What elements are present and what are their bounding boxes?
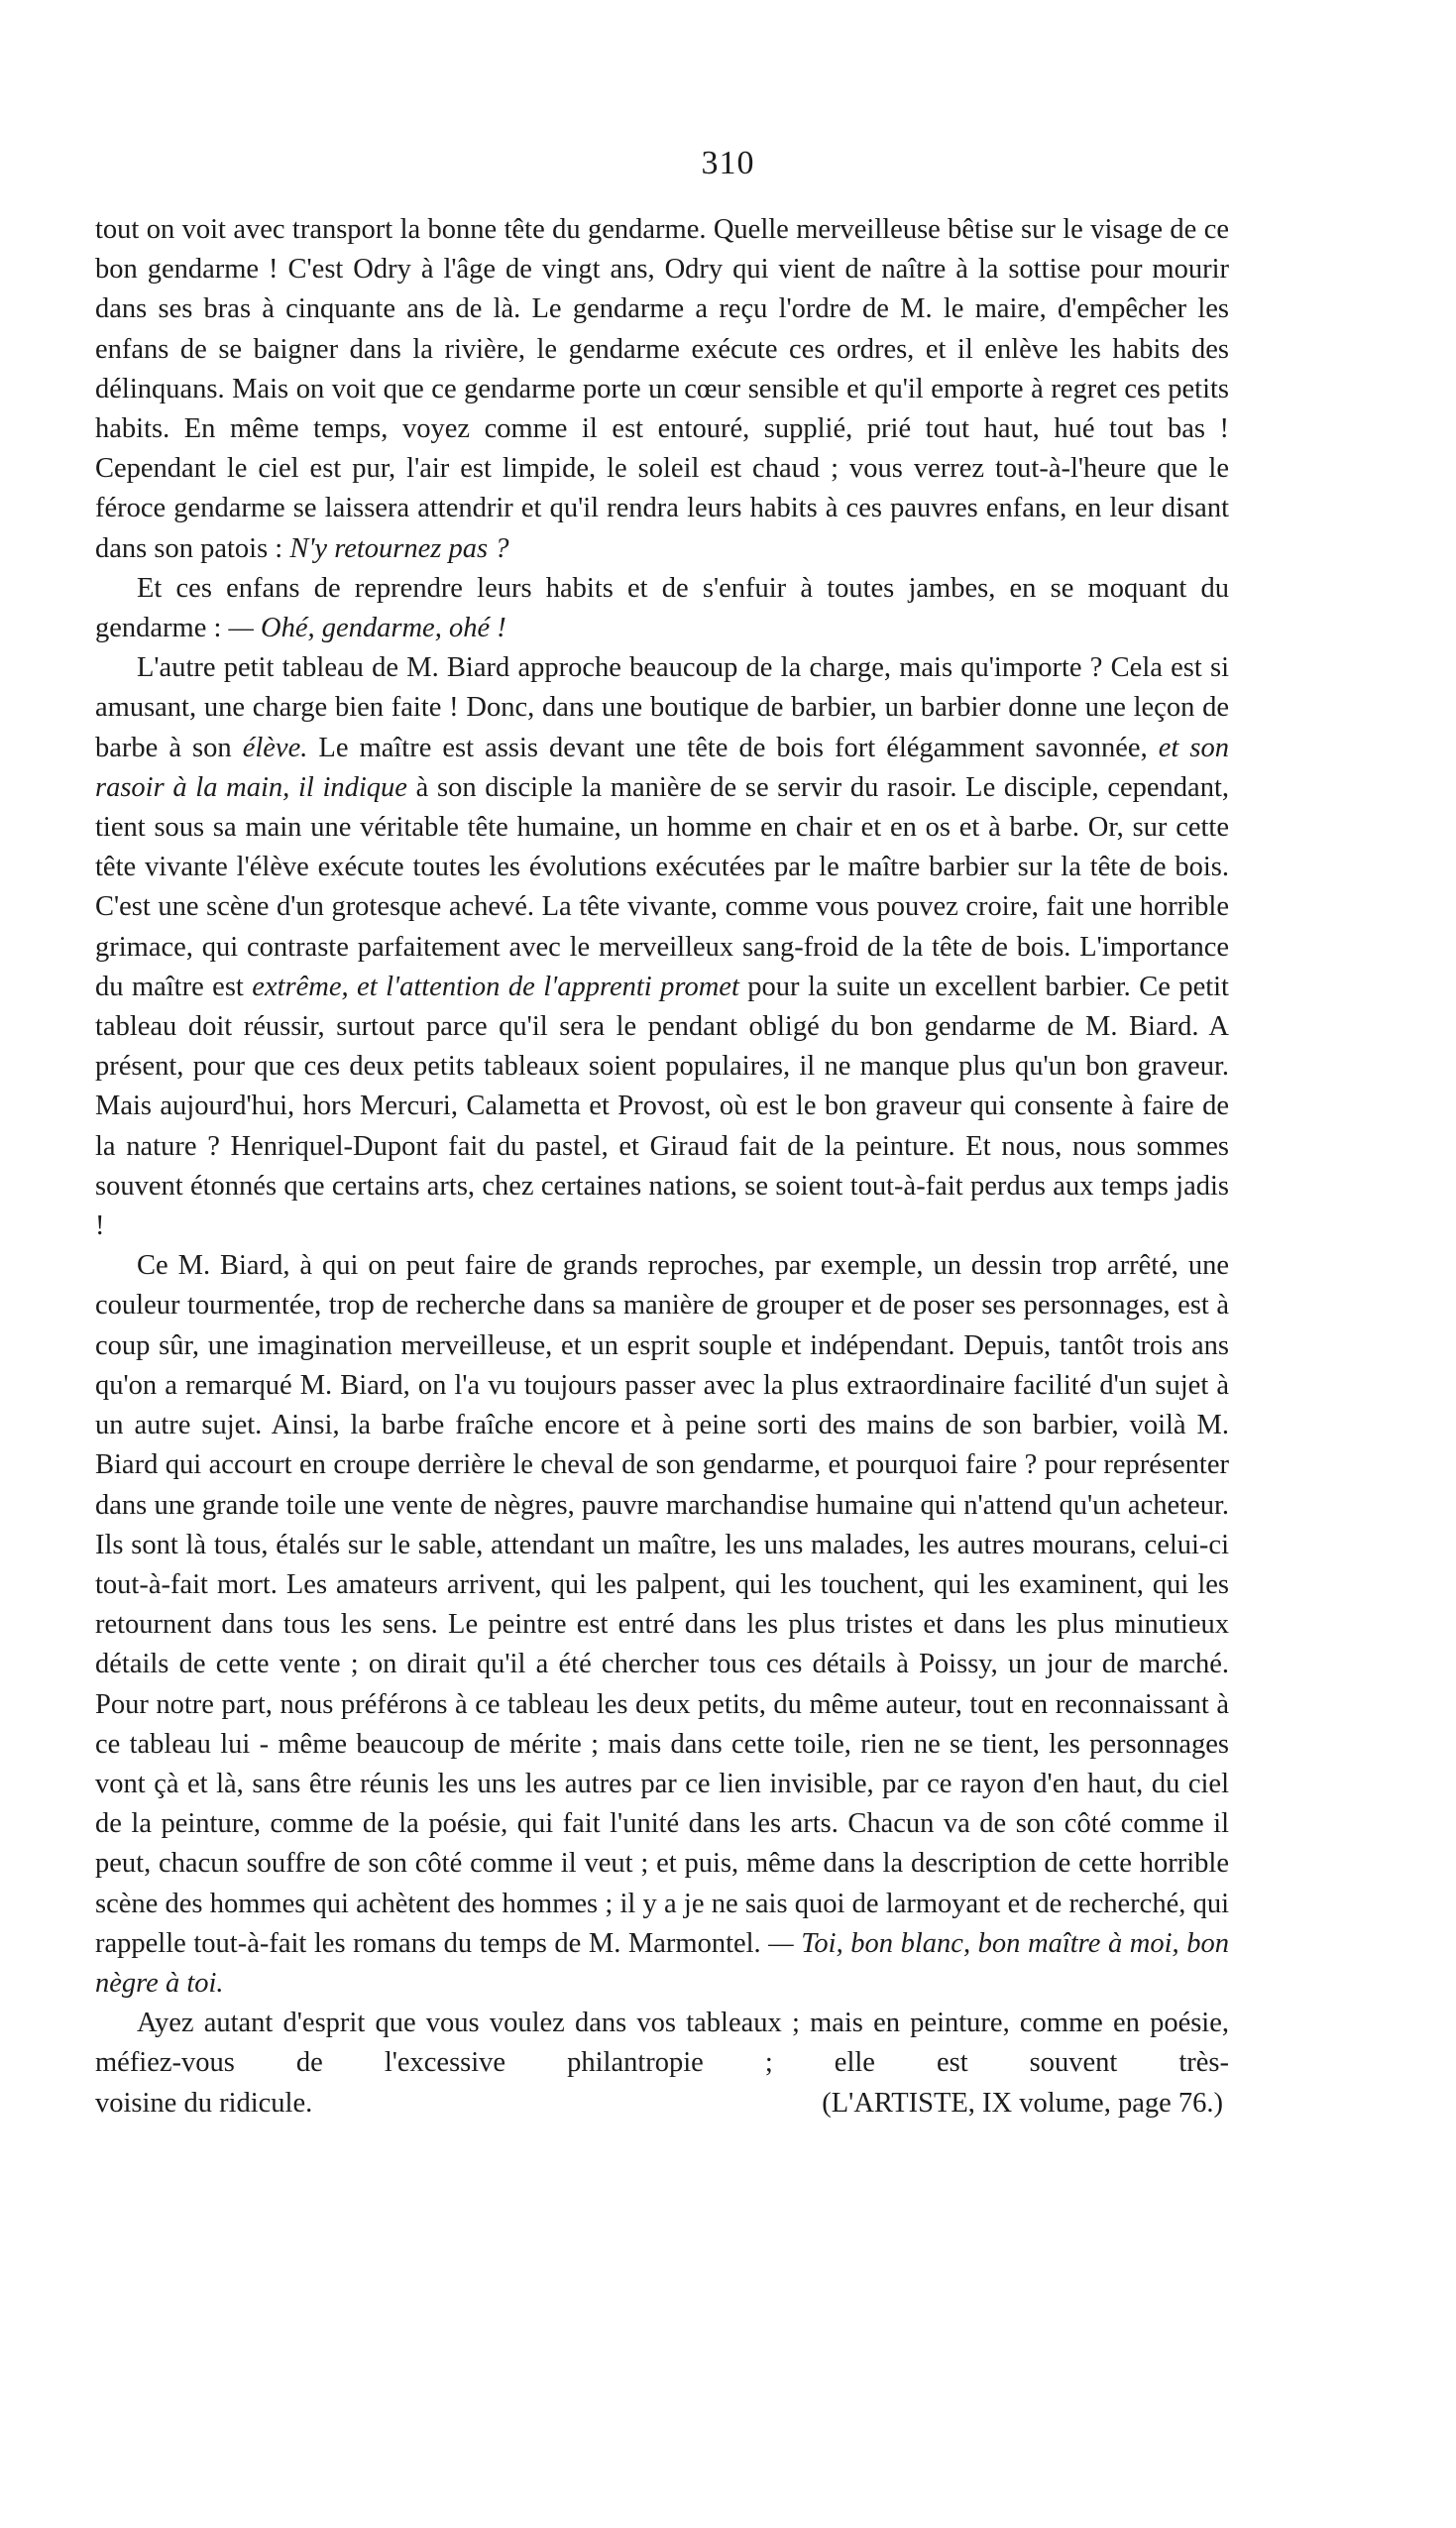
paragraph-text: pour la suite un excellent barbier. Ce petit tableau doit réussir, surtout parce qu'il sera le pendant obligé du bon gendarme de M. Biard. A présent, pour que ces deux petits tableaux soient populaires, il ne manque plus qu'un bon graveur. Mais aujourd'hui, hors Mercuri, Calametta et Provost, où est le bon graveur qui consente à faire de la nature ? Henriquel-Dupont fait du pastel, et Giraud fait de la peinture. Et nous, nous sommes souvent étonnés que certains arts, chez certaines nations, se soient tout-à-fait perdus aux temps jadis ! <box>95 971 1229 1242</box>
paragraph-text: Ce M. Biard, à qui on peut faire de grands reproches, par exemple, un dessin trop arrêté, une couleur tourmentée, trop de recherche dans sa manière de grouper et de poser ses personnages, est à coup sûr, une imagination merveilleuse, et un esprit souple et indépendant. Depuis, tantôt trois ans qu'on a remarqué M. Biard, on l'a vu toujours passer avec la plus extraordinaire facilité d'un sujet à un autre sujet. Ainsi, la barbe fraîche encore et à peine sorti des mains de son barbier, voilà M. Biard qui accourt en croupe derrière le cheval de son gendarme, et pourquoi faire ? pour représenter dans une grande toile une vente de nègres, pauvre marchandise humaine qui n'attend qu'un acheteur. Ils sont là tous, étalés sur le sable, attendant un maître, les uns malades, les autres mourans, celui-ci tout-à-fait mort. Les amateurs arrivent, qui les palpent, qui les touchent, qui les examinent, qui les retournent dans tous les sens. Le peintre est entré dans les plus tristes et dans les plus minutieux détails de cette vente ; on dirait qu'il a été chercher tous ces détails à Poissy, un jour de marché. Pour notre part, nous préférons à ce tableau les deux petits, du même auteur, tout en reconnaissant à ce tableau lui - même beaucoup de mérite ; mais dans cette toile, rien ne se tient, les personnages vont çà et là, sans être réunis les uns les autres par ce lien invisible, par ce rayon d'en haut, du ciel de la peinture, comme de la poésie, qui fait l'unité dans les arts. Chacun va de son côté comme il peut, chacun souffre de son côté comme il veut ; et puis, même dans la description de cette horrible scène des hommes qui achètent des hommes ; il y a je ne sais quoi de larmoyant et de recherché, qui rappelle tout-à-fait les romans du temps de M. Marmontel. <box>95 1250 1229 1959</box>
paragraph-biard <box>95 1246 1229 2004</box>
paragraph-barbier <box>95 648 1229 1246</box>
closing-line <box>95 2084 1229 2124</box>
article-body <box>95 210 1229 2124</box>
paragraph-text: tout on voit avec transport la bonne tête du gendarme. Quelle merveilleuse bêtise sur le visage de ce bon gendarme ! C'est Odry à l'âge de vingt ans, Odry qui vient de naître à la sottise pour mourir dans ses bras à cinquante ans de là. Le gendarme a reçu l'ordre de M. le maire, d'empêcher les enfans de se baigner dans la rivière, le gendarme exécute ces ordres, et il enlève les habits des délinquans. Mais on voit que ce gendarme porte un cœur sensible et qu'il emporte à regret ces petits habits. En même temps, voyez comme il est entouré, supplié, prié tout haut, hué tout bas ! Cependant le ciel est pur, l'air est limpide, le soleil est chaud ; vous verrez tout-à-l'heure que le féroce gendarme se laissera attendrir et qu'il rendra leurs habits à ces pauvres enfans, en leur disant dans son patois : <box>95 214 1229 564</box>
paragraph-text: Et ces enfans de reprendre leurs habits et de s'enfuir à toutes jambes, en se moquant du gendarme : <box>95 572 1229 644</box>
source-citation: (L'ARTISTE, IX volume, page 76.) <box>822 2087 1223 2119</box>
paragraph-text: L'autre petit tableau de M. Biard approche beaucoup de la charge, mais qu'importe ? Cela est si amusant, une charge bien faite ! Donc, dans une boutique de barbier, un barbier donne une leçon de barbe à son <box>95 652 1229 763</box>
paragraph-enfans <box>95 569 1229 648</box>
paragraph-text: Ayez autant d'esprit que vous voulez dans vos tableaux ; mais en peinture, comme en poésie, méfiez-vous de l'excessive philantropie ; elle est souvent très- <box>95 2008 1229 2079</box>
paragraph-text: à son disciple la manière de se servir du rasoir. Le disciple, cependant, tient sous sa main une véritable tête humaine, un homme en chair et en os et à barbe. Or, sur cette tête vivante l'élève exécute toutes les évolutions exécutées par le maître barbier sur la tête de bois. C'est une scène d'un grotesque achevé. La tête vivante, comme vous pouvez croire, fait une horrible grimace, qui contraste parfaitement avec le merveilleux sang-froid de la tête de bois. L'importance du maître est <box>95 771 1229 1002</box>
paragraph-italic: — Ohé, gendarme, ohé ! <box>228 613 506 644</box>
paragraph-conclusion <box>95 2004 1229 2083</box>
page-number: 310 <box>701 145 755 181</box>
paragraph-italic: élève. <box>242 732 308 763</box>
paragraph-italic: et son rasoir à la main, il indique <box>95 732 1229 803</box>
closing-text: voisine du ridicule. <box>95 2087 313 2119</box>
paragraph-text: Le maître est assis devant une tête de bois fort élégamment savonnée, <box>307 732 1159 763</box>
paragraph-italic: N'y retournez pas ? <box>289 532 509 564</box>
paragraph-italic: extrême, et l'attention de l'apprenti promet <box>252 971 739 1002</box>
paragraph-gendarme <box>95 210 1229 569</box>
paragraph-italic: — Toi, bon blanc, bon maître à moi, bon nègre à toi. <box>95 1927 1229 1999</box>
